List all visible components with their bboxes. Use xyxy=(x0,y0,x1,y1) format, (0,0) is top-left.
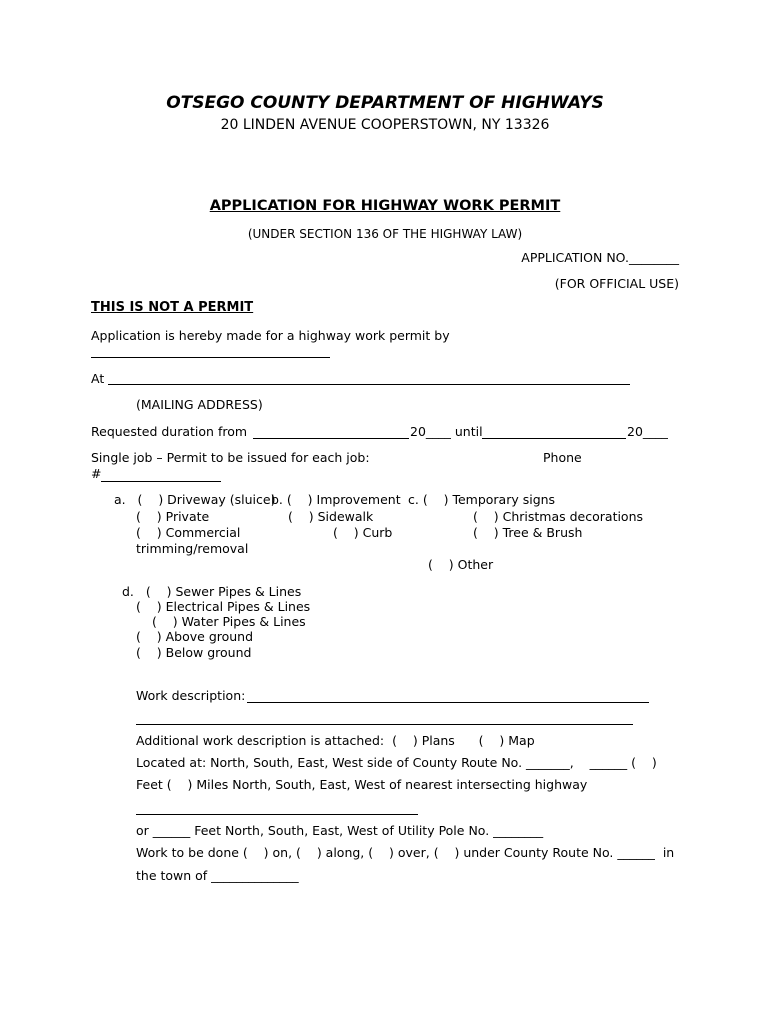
category-b-sidewalk[interactable]: ( ) Sidewalk xyxy=(288,509,374,524)
location-line: Located at: North, South, East, West side of County Route No. _______, ______ ( ) xyxy=(136,755,657,770)
work-description-line[interactable] xyxy=(247,702,649,703)
at-label: At xyxy=(91,371,105,386)
duration-until-label: 20____ until xyxy=(410,424,483,439)
utility-pole-line: or ______ Feet North, South, East, West of Utility Pole No. ________ xyxy=(136,823,544,838)
category-c-tree-brush[interactable]: ( ) Tree & Brush xyxy=(473,525,583,540)
duration-from-line[interactable] xyxy=(253,438,409,439)
town-line: the town of ______________ xyxy=(136,868,299,883)
category-a-driveway[interactable]: a. ( ) Driveway (sluice) xyxy=(114,492,276,507)
department-title: OTSEGO COUNTY DEPARTMENT OF HIGHWAYS xyxy=(166,93,604,113)
category-c-christmas[interactable]: ( ) Christmas decorations xyxy=(473,509,644,524)
phone-line[interactable] xyxy=(101,481,221,482)
category-d-below-ground[interactable]: ( ) Below ground xyxy=(136,645,252,660)
form-subtitle: (UNDER SECTION 136 OF THE HIGHWAY LAW) xyxy=(247,227,523,241)
category-d-sewer[interactable]: d. ( ) Sewer Pipes & Lines xyxy=(122,584,302,599)
category-a-private[interactable]: ( ) Private xyxy=(136,509,210,524)
hash-label: # xyxy=(91,466,102,481)
duration-from-label: Requested duration from xyxy=(91,424,248,439)
category-d-electrical[interactable]: ( ) Electrical Pipes & Lines xyxy=(136,599,311,614)
trimming-label: trimming/removal xyxy=(136,541,249,556)
category-a-commercial[interactable]: ( ) Commercial xyxy=(136,525,241,540)
official-use-note: (FOR OFFICIAL USE) xyxy=(554,276,679,291)
phone-label: Phone xyxy=(543,450,582,465)
work-done-line: Work to be done ( ) on, ( ) along, ( ) over, ( ) under County Route No. ______ in xyxy=(136,845,675,860)
category-d-above-ground[interactable]: ( ) Above ground xyxy=(136,629,254,644)
mailing-address-label: (MAILING ADDRESS) xyxy=(136,397,263,412)
not-permit-notice: THIS IS NOT A PERMIT xyxy=(91,300,254,315)
application-number: APPLICATION NO.________ xyxy=(521,250,679,265)
category-b-improvement[interactable]: b. ( ) Improvement xyxy=(271,492,401,507)
form-title: APPLICATION FOR HIGHWAY WORK PERMIT xyxy=(209,198,561,214)
duration-until-line[interactable] xyxy=(482,438,626,439)
category-b-curb[interactable]: ( ) Curb xyxy=(333,525,393,540)
category-other[interactable]: ( ) Other xyxy=(428,557,494,572)
department-address: 20 LINDEN AVENUE COOPERSTOWN, NY 13326 xyxy=(220,117,550,133)
intersecting-highway-line[interactable] xyxy=(136,814,418,815)
work-description-label: Work description: xyxy=(136,688,246,703)
applicant-intro: Application is hereby made for a highway work permit by xyxy=(91,328,450,343)
work-description-line-2[interactable] xyxy=(136,724,633,725)
feet-miles-line: Feet ( ) Miles North, South, East, West of nearest intersecting highway xyxy=(136,777,588,792)
duration-year-label: 20____ xyxy=(627,424,668,439)
address-line[interactable] xyxy=(108,384,630,385)
additional-description: Additional work description is attached: ( ) Plans ( ) Map xyxy=(136,733,535,748)
category-d-water[interactable]: ( ) Water Pipes & Lines xyxy=(152,614,306,629)
applicant-name-line[interactable] xyxy=(91,357,330,358)
category-c-temporary-signs[interactable]: c. ( ) Temporary signs xyxy=(408,492,556,507)
single-job-label: Single job – Permit to be issued for each job: xyxy=(91,450,370,465)
